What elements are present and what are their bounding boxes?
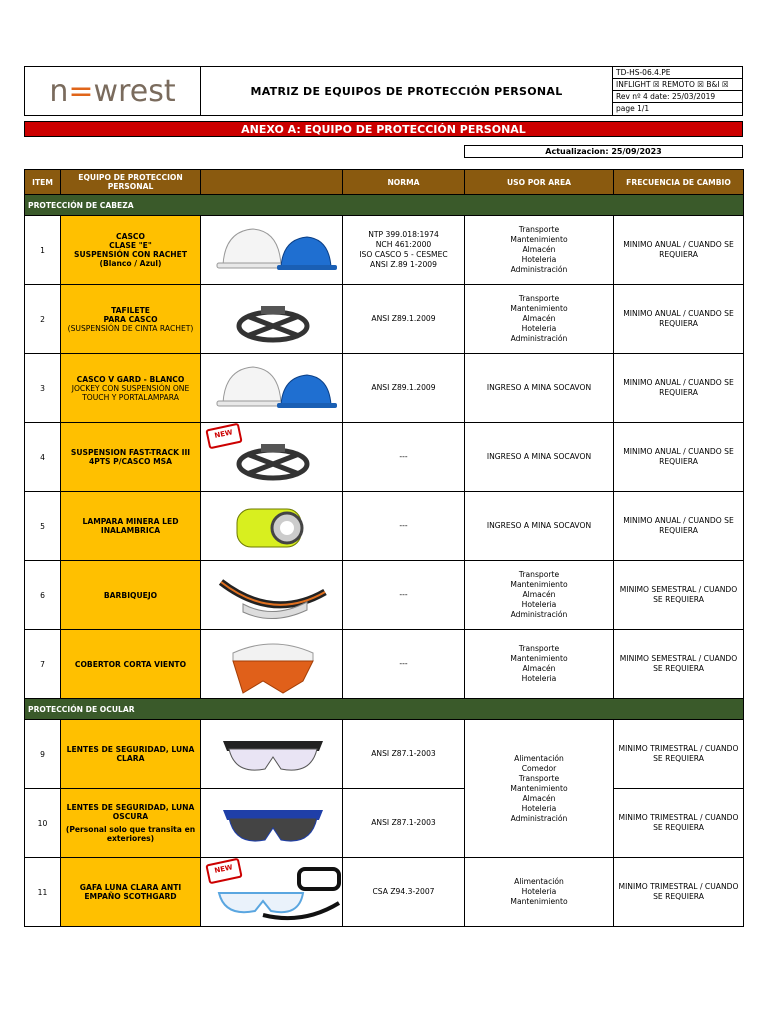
table-row xyxy=(25,492,744,561)
norma-cell: --- xyxy=(343,423,465,492)
suspension-icon xyxy=(203,286,343,352)
item-number: 2 xyxy=(25,285,61,354)
col-image xyxy=(201,170,343,195)
equipment-name xyxy=(61,492,201,561)
table-row xyxy=(25,789,744,858)
equipment-image xyxy=(201,423,343,492)
table-row xyxy=(25,285,744,354)
ppe-matrix-table xyxy=(24,169,744,927)
document-header xyxy=(24,66,743,116)
equipment-name xyxy=(61,858,201,927)
doc-page: page 1/1 xyxy=(616,104,650,113)
uso-area-cell: Transporte Mantenimiento Almacén Hoteleria Administración xyxy=(465,561,614,630)
frecuencia-cell: MINIMO TRIMESTRAL / CUANDO SE REQUIERA xyxy=(614,858,744,927)
equipment-name xyxy=(61,354,201,423)
glasses-dark-icon xyxy=(203,790,343,856)
norma-cell: --- xyxy=(343,492,465,561)
item-number: 7 xyxy=(25,630,61,699)
equipment-image xyxy=(201,561,343,630)
lamp-icon xyxy=(203,493,343,559)
item-number: 10 xyxy=(25,789,61,858)
frecuencia-cell: MINIMO ANUAL / CUANDO SE REQUIERA xyxy=(614,423,744,492)
equipment-title: COBERTOR CORTA VIENTO xyxy=(74,659,187,669)
neck-cover-icon xyxy=(203,631,343,697)
col-equipment: EQUIPO DE PROTECCION PERSONAL xyxy=(61,170,201,195)
norma-cell: --- xyxy=(343,630,465,699)
table-row xyxy=(25,720,744,789)
equipment-name xyxy=(61,285,201,354)
norma-cell: ANSI Z89.1.2009 xyxy=(343,354,465,423)
uso-area-cell: Alimentación Comedor Transporte Mantenimiento Almacén Hoteleria Administración xyxy=(465,720,614,858)
goggles-icon xyxy=(203,859,343,925)
col-frecuencia: FRECUENCIA DE CAMBIO xyxy=(614,170,744,195)
frecuencia-cell: MINIMO TRIMESTRAL / CUANDO SE REQUIERA xyxy=(614,789,744,858)
item-number: 5 xyxy=(25,492,61,561)
equipment-image xyxy=(201,285,343,354)
equipment-subtitle: JOCKEY CON SUSPENSIÓN ONE TOUCH Y PORTALAMPARA xyxy=(71,383,190,402)
table-row xyxy=(25,561,744,630)
new-badge: NEW xyxy=(205,423,242,450)
helmet-icon xyxy=(203,355,343,421)
equipment-title: LENTES DE SEGURIDAD, LUNA OSCURA xyxy=(66,803,195,821)
item-number: 3 xyxy=(25,354,61,423)
equipment-image xyxy=(201,720,343,789)
equipment-name xyxy=(61,423,201,492)
equipment-title: TAFILETE PARA CASCO xyxy=(103,305,158,324)
equipment-image xyxy=(201,492,343,561)
company-logo xyxy=(25,67,201,115)
equipment-image xyxy=(201,354,343,423)
frecuencia-cell: MINIMO ANUAL / CUANDO SE REQUIERA xyxy=(614,492,744,561)
section-row xyxy=(25,699,744,720)
table-row xyxy=(25,630,744,699)
equipment-title: GAFA LUNA CLARA ANTI EMPAÑO SCOTHGARD xyxy=(79,883,182,901)
equipment-image xyxy=(201,216,343,285)
equipment-note: (Personal solo que transita en exteriores) xyxy=(65,825,196,843)
table-row xyxy=(25,216,744,285)
uso-area-cell: Transporte Mantenimiento Almacén Hoteleria Administración xyxy=(465,285,614,354)
table-row xyxy=(25,858,744,927)
equipment-name xyxy=(61,216,201,285)
uso-area-cell: Alimentación Hoteleria Mantenimiento xyxy=(465,858,614,927)
frecuencia-cell: MINIMO ANUAL / CUANDO SE REQUIERA xyxy=(614,354,744,423)
equipment-title: LAMPARA MINERA LED INALAMBRICA xyxy=(82,517,179,535)
equipment-subtitle: (SUSPENSIÓN DE CINTA RACHET) xyxy=(67,323,194,333)
frecuencia-cell: MINIMO SEMESTRAL / CUANDO SE REQUIERA xyxy=(614,561,744,630)
item-number: 1 xyxy=(25,216,61,285)
uso-area-cell: INGRESO A MINA SOCAVON xyxy=(465,492,614,561)
equipment-name xyxy=(61,720,201,789)
uso-area-cell: INGRESO A MINA SOCAVON xyxy=(465,423,614,492)
uso-area-cell: Transporte Mantenimiento Almacén Hoteleria Administración xyxy=(465,216,614,285)
equipment-image xyxy=(201,630,343,699)
frecuencia-cell: MINIMO ANUAL / CUANDO SE REQUIERA xyxy=(614,285,744,354)
helmet-icon xyxy=(203,217,343,283)
equipment-title: LENTES DE SEGURIDAD, LUNA CLARA xyxy=(66,745,195,763)
equipment-image xyxy=(201,858,343,927)
col-norma: NORMA xyxy=(343,170,465,195)
annex-title: ANEXO A: EQUIPO DE PROTECCIÓN PERSONAL xyxy=(24,121,743,137)
new-badge: NEW xyxy=(205,858,242,885)
frecuencia-cell: MINIMO SEMESTRAL / CUANDO SE REQUIERA xyxy=(614,630,744,699)
norma-cell: CSA Z94.3-2007 xyxy=(343,858,465,927)
item-number: 4 xyxy=(25,423,61,492)
norma-cell: ANSI Z87.1-2003 xyxy=(343,789,465,858)
table-header-row xyxy=(25,170,744,195)
update-date: Actualizacion: 25/09/2023 xyxy=(464,145,743,158)
document-meta xyxy=(613,67,743,115)
equipment-title: CASCO CLASE "E" SUSPENSIÓN CON RACHET (Blanco / Azul) xyxy=(73,232,187,268)
equipment-title: CASCO V GARD - BLANCO xyxy=(76,374,185,384)
frecuencia-cell: MINIMO TRIMESTRAL / CUANDO SE REQUIERA xyxy=(614,720,744,789)
norma-cell: ANSI Z87.1-2003 xyxy=(343,720,465,789)
table-body xyxy=(25,195,744,927)
equipment-name xyxy=(61,789,201,858)
item-number: 11 xyxy=(25,858,61,927)
suspension-icon xyxy=(203,424,343,490)
col-uso: USO POR AREA xyxy=(465,170,614,195)
frecuencia-cell: MINIMO ANUAL / CUANDO SE REQUIERA xyxy=(614,216,744,285)
doc-scope: INFLIGHT ☒ REMOTO ☒ B&I ☒ xyxy=(613,79,743,91)
uso-area-cell: Transporte Mantenimiento Almacén Hoteleria xyxy=(465,630,614,699)
glasses-clear-icon xyxy=(203,721,343,787)
norma-cell: ANSI Z89.1.2009 xyxy=(343,285,465,354)
doc-code: TD-HS-06.4.PE xyxy=(613,67,743,79)
chinstrap-icon xyxy=(203,562,343,628)
doc-revision: Rev nº 4 date: 25/03/2019 xyxy=(613,91,743,103)
table-row xyxy=(25,354,744,423)
equipment-title: BARBIQUEJO xyxy=(103,590,158,600)
logo-text: n=wrest xyxy=(49,73,176,109)
col-item: ITEM xyxy=(25,170,61,195)
item-number: 9 xyxy=(25,720,61,789)
equipment-image xyxy=(201,789,343,858)
document-title: MATRIZ DE EQUIPOS DE PROTECCIÓN PERSONAL xyxy=(201,67,613,115)
section-title: PROTECCIÓN DE CABEZA xyxy=(25,195,744,216)
item-number: 6 xyxy=(25,561,61,630)
uso-area-cell: INGRESO A MINA SOCAVON xyxy=(465,354,614,423)
equipment-name xyxy=(61,630,201,699)
norma-cell: --- xyxy=(343,561,465,630)
section-row xyxy=(25,195,744,216)
norma-cell: NTP 399.018:1974 NCH 461:2000 ISO CASCO 5 - CESMEC ANSI Z.89 1-2009 xyxy=(343,216,465,285)
equipment-name xyxy=(61,561,201,630)
table-row xyxy=(25,423,744,492)
equipment-title: SUSPENSION FAST-TRACK III 4PTS P/CASCO MSA xyxy=(70,448,191,466)
section-title: PROTECCIÓN DE OCULAR xyxy=(25,699,744,720)
